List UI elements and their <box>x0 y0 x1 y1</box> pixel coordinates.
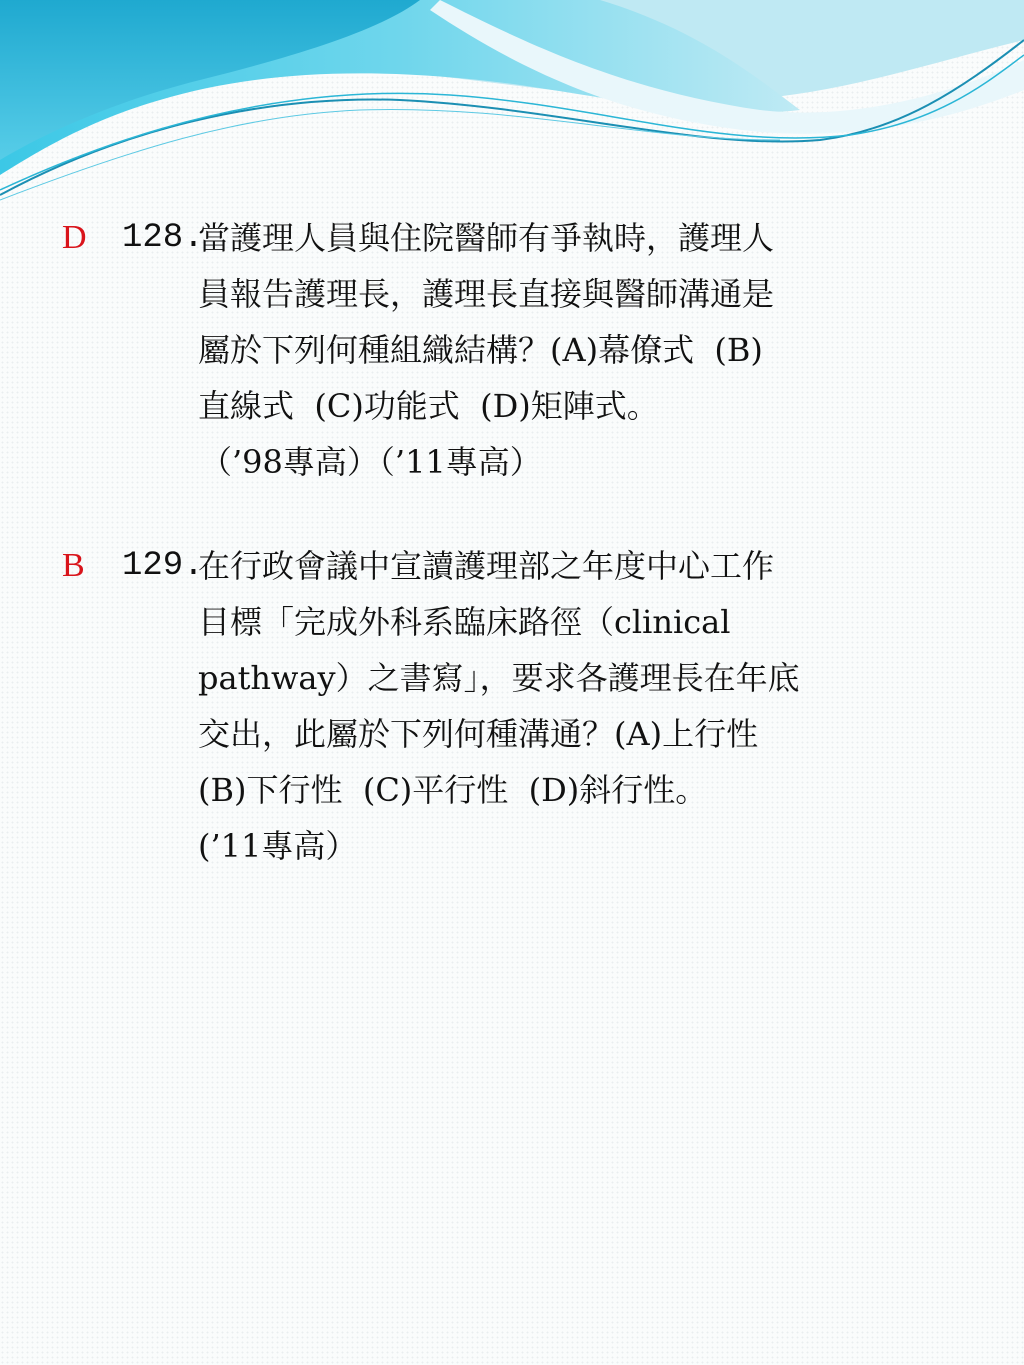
question-line: 當護理人員與住院醫師有爭執時，護理人 <box>198 219 775 257</box>
exam-source: (’11專高） <box>198 827 358 865</box>
question-line: 直線式 (C)功能式 (D)矩陣式。 <box>198 387 659 425</box>
answer-key: D <box>62 219 87 256</box>
question-line: 屬於下列何種組織結構？(A)幕僚式 (B) <box>198 331 763 369</box>
question-line: (B)下行性 (C)平行性 (D)斜行性。 <box>198 771 708 809</box>
question-line: 員報告護理長，護理長直接與醫師溝通是 <box>198 275 775 313</box>
answer-key: B <box>62 547 85 584</box>
question-line: 目標「完成外科系臨床路徑（clinical <box>198 603 731 641</box>
question-line: 在行政會議中宣讀護理部之年度中心工作 <box>198 547 775 585</box>
wave-line-3 <box>0 110 780 200</box>
exam-source: （’98專高）（’11專高） <box>200 443 542 481</box>
question-line: 交出，此屬於下列何種溝通？(A)上行性 <box>198 715 759 753</box>
question-text <box>198 538 918 874</box>
question-text <box>198 210 918 490</box>
question-number: 129. <box>122 547 204 585</box>
question-number: 128. <box>122 219 204 257</box>
question-line: pathway）之書寫」，要求各護理長在年底 <box>198 659 800 697</box>
